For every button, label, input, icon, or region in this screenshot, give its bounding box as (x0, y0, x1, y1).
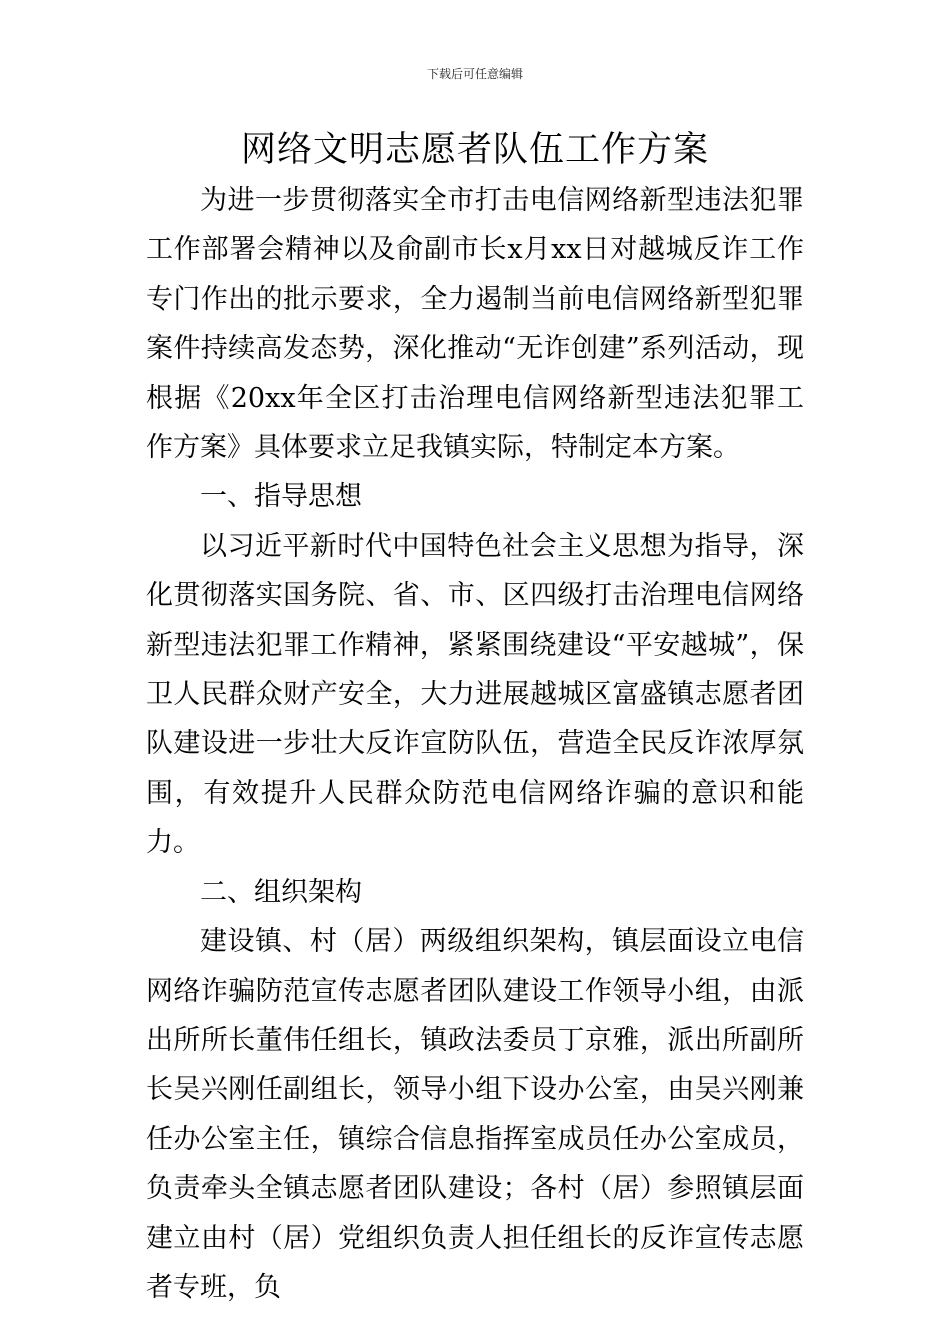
header-note: 下载后可任意编辑 (426, 67, 523, 81)
organization-paragraph: 建设镇、村（居）两级组织架构，镇层面设立电信网络诈骗防范宣传志愿者团队建设工作领导小组，由派出所所长董伟任组长，镇政法委员丁京雅，派出所副所长吴兴刚任副组长，领导小组下设办公室，由吴兴刚兼任办公室主任，镇综合信息指挥室成员任办公室成员，负责牵头全镇志愿者团队建设；各村（居）参照镇层面建立由村（居）党组织负责人担任组长的反诈宣传志愿者专班，负 (146, 926, 804, 1303)
section-heading-guiding-ideology: 一、指导思想 (200, 481, 362, 513)
document-body (146, 176, 804, 1312)
intro-paragraph: 为进一步贯彻落实全市打击电信网络新型违法犯罪工作部署会精神以及俞副市长x月xx日对越城反诈工作专门作出的批示要求，全力遏制当前电信网络新型犯罪案件持续高发态势，深化推动“无诈创建”系列活动，现根据《20xx年全区打击治理电信网络新型违法犯罪工作方案》具体要求立足我镇实际，特制定本方案。 (146, 185, 804, 464)
guiding-ideology-paragraph: 以习近平新时代中国特色社会主义思想为指导，深化贯彻落实国务院、省、市、区四级打击治理电信网络新型违法犯罪工作精神，紧紧围绕建设“平安越城”，保卫人民群众财产安全，大力进展越城区富盛镇志愿者团队建设进一步壮大反诈宣防队伍，营造全民反诈浓厚氛围，有效提升人民群众防范电信网络诈骗的意识和能力。 (146, 530, 804, 859)
section-heading-organization: 二、组织架构 (200, 876, 362, 908)
document-title: 网络文明志愿者队伍工作方案 (240, 130, 709, 170)
